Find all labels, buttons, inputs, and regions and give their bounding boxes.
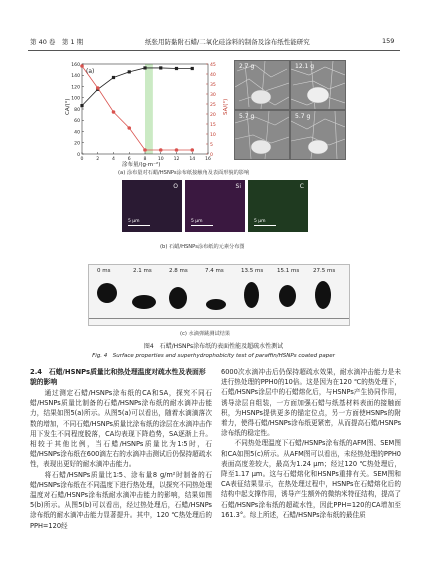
water-droplet <box>97 283 117 303</box>
y-tick-label-left: 160 <box>71 62 80 68</box>
droplet-bounce-strip <box>88 264 350 326</box>
y-tick-label-right: 40 <box>210 72 216 78</box>
eds-label-si: Si <box>235 183 241 190</box>
data-point <box>175 148 179 152</box>
eds-label-c: C <box>299 183 304 190</box>
page-number: 159 <box>382 37 395 45</box>
data-point <box>175 67 178 70</box>
panel-label: (a) <box>86 68 95 75</box>
y-tick-label-left: 60 <box>74 119 80 125</box>
eds-scale-text-si: 5 μm <box>191 219 203 224</box>
y-tick-label-left: 80 <box>74 107 80 113</box>
y-tick-label-right: 35 <box>210 82 216 88</box>
x-tick-label: 0 <box>80 157 84 162</box>
sem-label-3: 5.7 g <box>239 113 255 120</box>
sem-image-1 <box>234 60 290 110</box>
x-tick-label: 12 <box>173 157 180 162</box>
data-point <box>190 148 194 152</box>
x-tick-label: 6 <box>127 157 131 162</box>
y-axis-right-label: SA/(°) <box>223 98 229 115</box>
y-tick-label-left: 120 <box>71 85 80 91</box>
eds-scale-text-o: 5 μm <box>128 219 140 224</box>
x-axis-label: 涂布量/(g·m⁻²) <box>122 162 161 168</box>
eds-scale-bar-o <box>128 225 150 226</box>
data-point <box>159 148 163 152</box>
y-tick-label-right: 30 <box>210 92 216 98</box>
section-heading: 2.4 石蜡/HSNPs质量比和热处理温度对疏水性及表面形貌的影响 <box>30 368 206 386</box>
time-label: 7.4 ms <box>205 268 224 274</box>
data-point <box>112 110 116 114</box>
sem-label-2: 12.1 g <box>295 63 315 70</box>
y-tick-label-left: 20 <box>74 141 80 147</box>
data-point <box>96 86 100 90</box>
x-tick-label: 14 <box>189 157 196 162</box>
y-tick-label-right: 25 <box>210 102 216 108</box>
eds-map-si <box>185 180 245 232</box>
time-label: 13.5 ms <box>241 268 264 274</box>
data-point <box>112 76 115 79</box>
eds-scale-bar-si <box>191 225 213 226</box>
time-label: 0 ms <box>97 268 111 274</box>
header-rule <box>28 50 400 51</box>
paragraph: 将石蜡/HSNPs质量比1∶5、涂布量8 g/m²时制备的石蜡/HSNPs涂布纸在不同温度下进行热处理，以探究不同热处理温度对石蜡/HSNPs涂布纸耐水滴冲击能力的影响，结果如图5(b)所示。从图5(b)可以看出，经过热处理后，石蜡/HSNPs涂布纸的耐水滴冲击能力显著提升。其中，120 ℃热处理后的PPH=120经 <box>30 470 212 530</box>
sem-image-4 <box>290 110 346 160</box>
x-tick-label: 4 <box>112 157 115 162</box>
ca-sa-chart <box>60 58 230 168</box>
eds-scale-bar-c <box>254 225 276 226</box>
sem-label-4: 5.7 g <box>295 113 311 120</box>
data-point <box>128 70 131 73</box>
paragraph: 不同热处理温度下石蜡/HSNPs涂布纸的AFM图、SEM图和CA如图5(c)所示。从AFM图可以看出，未经热处理的PPH0表面高度差较大，最高为1.24 μm；经过120 ℃热处理后，降至1.17 μm。这与石蜡熔化和HSNPs重排有关。SEM图和CA表征结果显示，在热处理过程中，HSNPs在石蜡熔化后的结构中起支撑作用，诱导产生额外的微纳米特征结构，提高了石蜡/HSNPs涂布纸的超疏水性，因此PPH=120的CA增加至161.3°。综上所述，石蜡/HSNPs涂布纸的最佳质 <box>221 439 401 519</box>
series-line-2 <box>82 66 192 150</box>
figure-title-en: Fig. 4 Surface properties and superhydrophobicity test of paraffin/HSNPs coated paper <box>92 353 335 359</box>
eds-map-c <box>248 180 308 232</box>
running-title: 纸张用防黏附石蜡/二氧化硅涂料的制备及涂布纸性能研究 <box>145 38 310 46</box>
sem-image-3 <box>234 110 290 160</box>
eds-scale-text-c: 5 μm <box>254 219 266 224</box>
eds-label-o: O <box>173 183 178 190</box>
y-tick-label-left: 100 <box>71 96 80 102</box>
y-tick-label-left: 140 <box>71 74 80 80</box>
caption-c: (c) 水滴弹跳测试结果 <box>180 331 231 337</box>
caption-b: (b) 石蜡/HSNPs涂布纸的元素分布图 <box>160 244 245 250</box>
right-column <box>221 367 401 520</box>
water-droplet <box>244 282 259 308</box>
time-label: 15.1 ms <box>277 268 300 274</box>
eds-map-o <box>122 180 182 232</box>
caption-a: (a) 涂布量对石蜡/HSNPs涂布纸接触角及表面形貌的影响 <box>118 170 250 176</box>
x-tick-label: 2 <box>96 157 100 162</box>
y-tick-label-right: 0 <box>210 152 213 158</box>
y-tick-label-right: 45 <box>210 62 216 68</box>
sem-image-2 <box>290 60 346 110</box>
journal-volume: 第 40 卷 第 1 期 <box>30 38 84 46</box>
data-point <box>127 126 131 130</box>
left-column <box>30 388 212 531</box>
time-label: 27.5 ms <box>313 268 336 274</box>
time-label: 2.1 ms <box>133 268 152 274</box>
y-tick-label-right: 10 <box>210 132 216 138</box>
y-tick-label-right: 15 <box>210 122 216 128</box>
y-tick-label-right: 5 <box>210 142 213 148</box>
y-tick-label-left: 0 <box>77 152 80 158</box>
figure-title: 图4 石蜡/HSNPs涂布纸的表面性能及超疏水性测试 <box>143 343 284 350</box>
data-point <box>191 67 194 70</box>
paragraph: 6000次水滴冲击后仍保持超疏水效果，耐水滴冲击能力是未进行热处理的PPH0的10倍。这是因为在120 ℃的热处理下，石蜡/HSNPs涂层中的石蜡熔化后，与HSNPs产生协同作用，诱导涂层自组装，一方面加强石蜡与纸基材料表面的接触面积，为HSNPs提供更多的锚定位点，另一方面使HSNPs的附着力，使得石蜡/HSNPs涂布纸更紧密，从而提高石蜡/HSNPs涂布纸的稳定性。 <box>221 368 401 438</box>
data-point <box>143 148 147 152</box>
data-point <box>159 66 162 69</box>
y-tick-label-left: 40 <box>74 130 80 136</box>
water-droplet <box>279 285 296 307</box>
y-axis-left-label: CA/(°) <box>65 98 71 115</box>
optimal-band <box>145 64 153 154</box>
water-droplet <box>315 281 331 309</box>
water-droplet <box>132 295 156 309</box>
x-tick-label: 16 <box>205 157 211 162</box>
paragraph: 通过测定石蜡/HSNPs涂布纸的CA和SA，探究不同石蜡/HSNPs质量比制备的石蜡/HSNPs涂布纸的耐水滴冲击能力，结果如图5(a)所示。从图5(a)可以看出，随着水滴滴落次数的增加，不同石蜡/HSNPs质量比涂布纸的涂层在水滴冲击作用下发生不同程度脱落，CA均表现下降趋势，SA逐渐上升。相较于其他比例，当石蜡/HSNPs质量比为1∶5时，石蜡/HSNPs涂布纸在600滴左右的水滴冲击测试后仍保持超疏水性，表现出更好的耐水滴冲击能力。 <box>30 389 212 469</box>
time-label: 2.8 ms <box>169 268 188 274</box>
sem-label-1: 2.7 g <box>239 63 255 70</box>
data-point <box>80 104 83 107</box>
water-droplet <box>206 299 226 310</box>
data-point <box>80 64 84 68</box>
y-tick-label-right: 20 <box>210 112 216 118</box>
water-droplet <box>169 287 187 309</box>
substrate-line <box>89 318 349 319</box>
data-point <box>143 66 146 69</box>
x-tick-label: 8 <box>143 157 147 162</box>
x-tick-label: 10 <box>157 157 164 162</box>
